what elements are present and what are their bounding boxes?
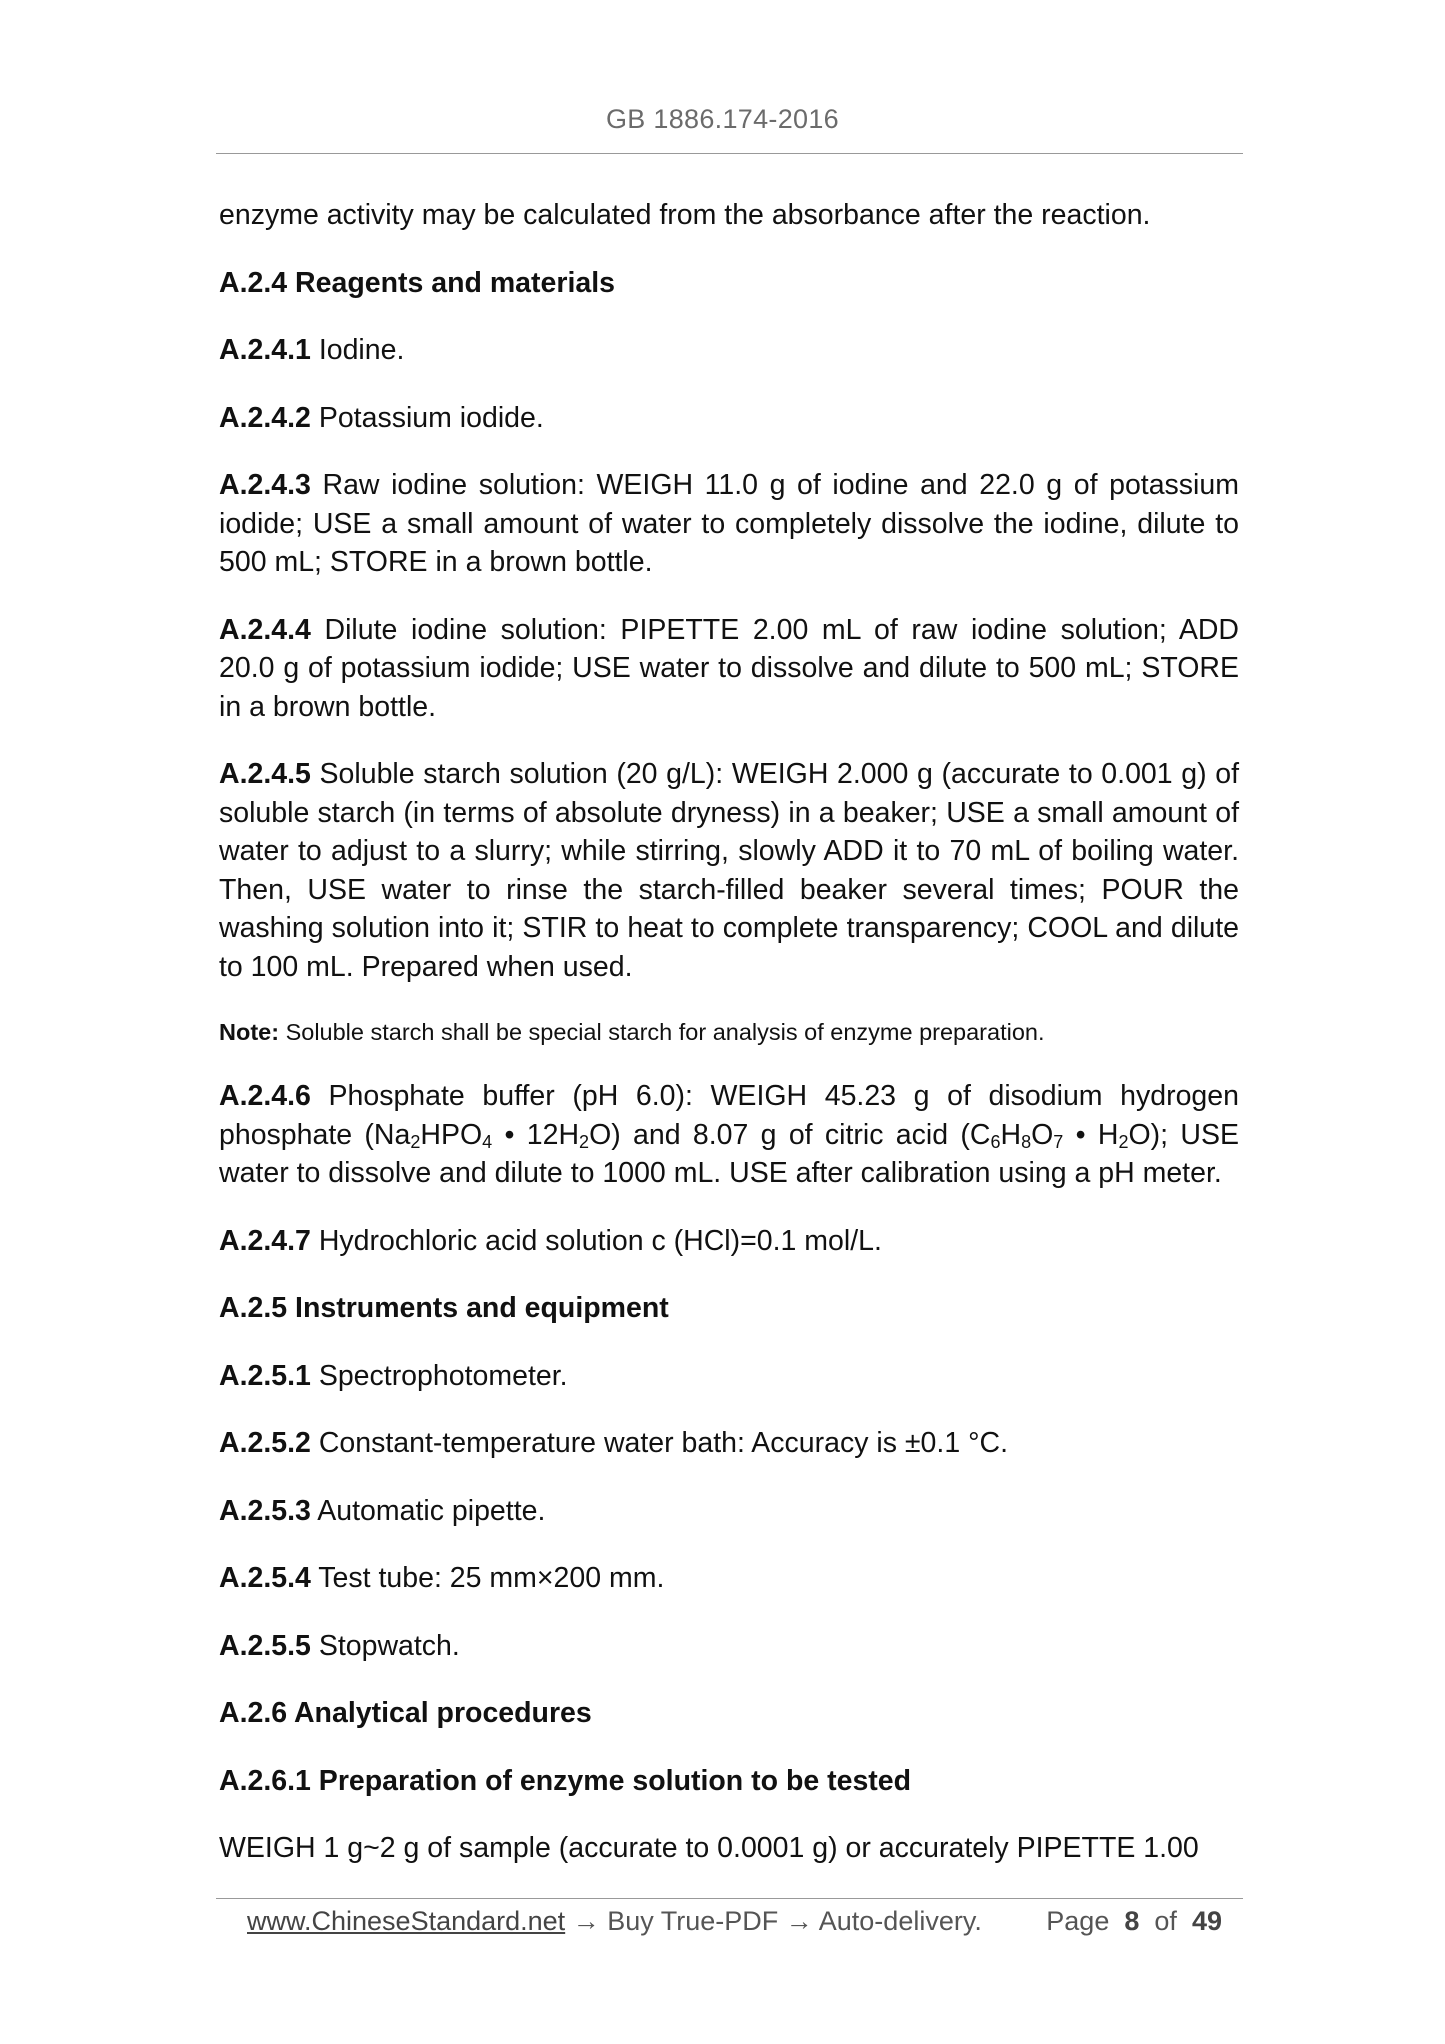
clause-text: O) and 8.07 g of citric acid (C — [589, 1118, 991, 1151]
clause-text: Iodine. — [318, 334, 405, 366]
clause-a253 — [219, 1492, 1239, 1531]
subscript: 6 — [990, 1131, 1001, 1152]
intro-paragraph: enzyme activity may be calculated from the absorbance after the reaction. — [219, 199, 1151, 231]
clause-a251 — [219, 1357, 1239, 1396]
clause-text: Soluble starch solution (20 g/L): WEIGH 2.000 g (accurate to 0.001 g) of soluble starch (in terms of absolute dryness) in a beaker; USE a small amount of water to adjust to a slurry; while stirring, slowly ADD it to 70 mL of boiling water. Then, USE water to rinse the starch-filled beaker several times; POUR the washing solution into it; STIR to heat to complete transparency; COOL and dilute to 100 mL. Prepared when used. — [219, 758, 1239, 983]
clause-text: • H — [1063, 1118, 1119, 1151]
clause-a244 — [219, 611, 1239, 727]
clause-text: Hydrochloric acid solution c (HCl)=0.1 mol/L. — [318, 1224, 882, 1257]
clause-number: A.2.4.4 — [219, 613, 311, 646]
subscript: 8 — [1021, 1131, 1032, 1152]
clause-text: Dilute iodine solution: PIPETTE 2.00 mL of raw iodine solution; ADD 20.0 g of potassium iodide; USE water to dissolve and dilute to 500 mL; STORE in a brown bottle. — [219, 613, 1240, 723]
clause-a245 — [219, 755, 1239, 986]
page-number: 8 — [1124, 1906, 1140, 1936]
clause-number: A.2.5.3 — [219, 1494, 311, 1527]
section-heading-a26: A.2.6 Analytical procedures — [219, 1697, 592, 1729]
clause-a252 — [219, 1424, 1239, 1463]
clause-text: Stopwatch. — [318, 1629, 460, 1662]
page-counter — [1046, 1906, 1222, 1937]
clause-a254 — [219, 1559, 1239, 1598]
footer-divider — [216, 1898, 1243, 1899]
clause-number: A.2.4.1 — [219, 334, 311, 366]
website-link[interactable]: www.ChineseStandard.net — [247, 1906, 566, 1936]
of-label: of — [1154, 1906, 1177, 1936]
clause-number: A.2.5.5 — [219, 1629, 311, 1662]
clause-a247 — [219, 1222, 1239, 1261]
clause-number: A.2.4.2 — [219, 401, 311, 434]
subscript: 7 — [1053, 1131, 1064, 1152]
subscript: 2 — [1118, 1131, 1129, 1152]
clause-a255 — [219, 1627, 1239, 1666]
clause-text: Spectrophotometer. — [318, 1359, 568, 1392]
clause-text: Raw iodine solution: WEIGH 11.0 g of iodine and 22.0 g of potassium iodide; USE a small amount of water to completely dissolve the iodine, dilute to 500 mL; STORE in a brown bottle. — [219, 469, 1239, 578]
clause-text: Automatic pipette. — [317, 1494, 546, 1527]
auto-delivery-text: Auto-delivery. — [818, 1906, 982, 1936]
page-footer — [247, 1906, 1222, 1937]
document-id-header: GB 1886.174-2016 — [606, 104, 839, 134]
note-text: Soluble starch shall be special starch for analysis of enzyme preparation. — [285, 1019, 1045, 1045]
page-label: Page — [1046, 1906, 1110, 1936]
clause-text: H — [1000, 1118, 1022, 1151]
clause-text: Test tube: 25 mm×200 mm. — [318, 1562, 665, 1594]
note — [219, 1015, 1239, 1049]
clause-text: • 12H — [492, 1118, 580, 1151]
clause-a241 — [219, 331, 1239, 370]
clause-number: A.2.4.6 — [219, 1080, 311, 1112]
subscript: 4 — [482, 1131, 493, 1152]
clause-text: Phosphate buffer (pH 6.0): WEIGH 45.23 g of disodium hydrogen phosphate (Na — [219, 1080, 1239, 1151]
clause-number: A.2.4.5 — [219, 758, 311, 790]
clause-a243 — [219, 466, 1239, 582]
page-total: 49 — [1191, 1906, 1222, 1936]
clause-a242 — [219, 399, 1239, 438]
clause-number: A.2.5.1 — [219, 1359, 311, 1392]
last-paragraph: WEIGH 1 g~2 g of sample (accurate to 0.0001 g) or accurately PIPETTE 1.00 — [219, 1832, 1199, 1864]
section-heading-a261: A.2.6.1 Preparation of enzyme solution to be tested — [219, 1764, 912, 1797]
header-divider — [216, 153, 1243, 154]
clause-number: A.2.4.7 — [219, 1224, 311, 1257]
section-heading-a25: A.2.5 Instruments and equipment — [219, 1292, 669, 1324]
clause-number: A.2.4.3 — [219, 469, 311, 501]
clause-text: O); USE water to dissolve and dilute to 1000 mL. USE after calibration using a pH meter. — [219, 1118, 1239, 1189]
clause-text: HPO — [420, 1118, 483, 1151]
subscript: 2 — [579, 1131, 590, 1152]
clause-text: O — [1031, 1118, 1054, 1151]
note-label: Note: — [219, 1019, 280, 1045]
clause-number: A.2.5.4 — [219, 1562, 311, 1594]
section-heading-a24: A.2.4 Reagents and materials — [219, 266, 615, 299]
clause-text: Potassium iodide. — [318, 401, 544, 434]
page-content — [219, 196, 1239, 1897]
subscript: 2 — [410, 1131, 421, 1152]
arrow-icon: → — [565, 1906, 608, 1936]
clause-number: A.2.5.2 — [219, 1427, 311, 1459]
clause-text: Constant-temperature water bath: Accuracy is ±0.1 °C. — [318, 1427, 1008, 1459]
buy-pdf-text: Buy True-PDF — [607, 1906, 779, 1936]
clause-a246 — [219, 1077, 1239, 1193]
arrow-icon: → — [778, 1906, 819, 1936]
